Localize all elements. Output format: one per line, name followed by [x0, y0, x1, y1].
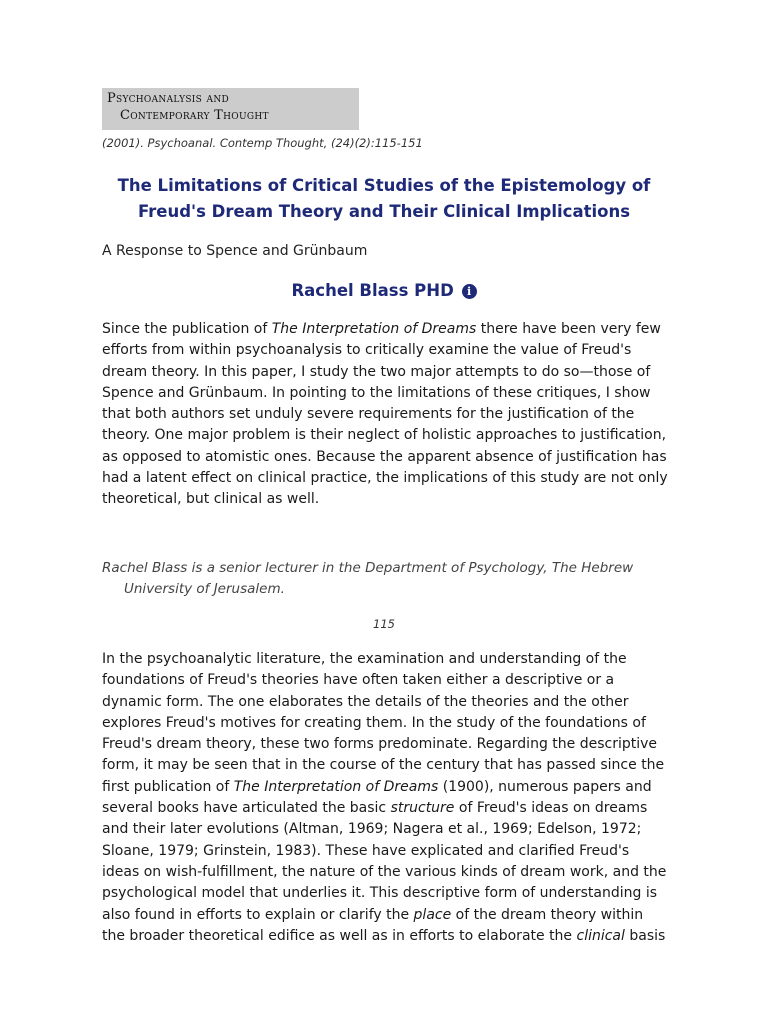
abstract-text-1: Since the publication of	[102, 321, 272, 337]
body-italic-3: place	[413, 906, 452, 923]
article-title: The Limitations of Critical Studies of the Epistemology of Freud's Dream Theory and Their Clinical Implications	[117, 176, 651, 221]
body-paragraph	[102, 649, 668, 947]
citation: (2001). Psychoanal. Contemp Thought, (24)(2):115-151	[102, 136, 423, 150]
body-text-4: of the dream theory within the broader theoretical edifice as well as in efforts to elaborate the	[102, 906, 644, 944]
abstract-book-title: The Interpretation of Dreams	[271, 321, 477, 337]
article-subtitle: A Response to Spence and Grünbaum	[102, 243, 368, 259]
journal-logo-line2: Contemporary Thought	[120, 108, 269, 123]
author-name[interactable]: Rachel Blass PHD	[291, 281, 454, 300]
abstract-text-2: there have been very few efforts from within psychoanalysis to critically examine the value of Freud's dream theory. In this paper, I study the two major attempts to do so—those of Spence and Grünbaum. In pointing to the limitations of these critiques, I show that both authors set unduly severe requirements for the justification of the theory. One major problem is their neglect of holistic approaches to justification, as opposed to atomistic ones. Because the apparent absence of justification has had a latent effect on clinical practice, the implications of this study are not only theoretical, but clinical as well.	[102, 321, 668, 508]
body-italic-4: clinical	[576, 927, 625, 944]
body-text-2: (1900), numerous papers and several books have articulated the basic	[102, 778, 652, 817]
author-line	[102, 281, 666, 300]
page-number: 115	[373, 617, 395, 631]
journal-logo-line1: Psychoanalysis and	[107, 91, 230, 106]
body-text-3: of Freud's ideas on dreams and their later evolutions (Altman, 1969; Nagera et al., 1969; Edelson, 1972; Sloane, 1979; Grinstein, 1983). These have explicated and clarified Freud's ideas on wish-fulfillment, the nature of the various kinds of dream work, and the psychological model that underlies it. This descriptive form of understanding is also found in efforts to explain or clarify the	[102, 800, 667, 923]
info-icon[interactable]: i	[462, 284, 477, 299]
author-footnote: Rachel Blass is a senior lecturer in the Department of Psychology, The Hebrew University of Jerusalem.	[102, 560, 634, 597]
journal-logo[interactable]	[102, 88, 359, 130]
abstract	[102, 319, 668, 511]
body-italic-2: structure	[390, 800, 455, 817]
body-text-5: basis	[624, 927, 666, 944]
body-text-1: In the psychoanalytic literature, the examination and understanding of the foundations of Freud's theories have often taken either a descriptive or a dynamic form. The one elaborates the details of the theories and the other explores Freud's motives for creating them. In the study of the foundations of Freud's dream theory, these two forms predominate. Regarding the descriptive form, it may be seen that in the course of the century that has passed since the first publication of	[102, 651, 665, 795]
body-italic-1: The Interpretation of Dreams	[233, 778, 439, 795]
